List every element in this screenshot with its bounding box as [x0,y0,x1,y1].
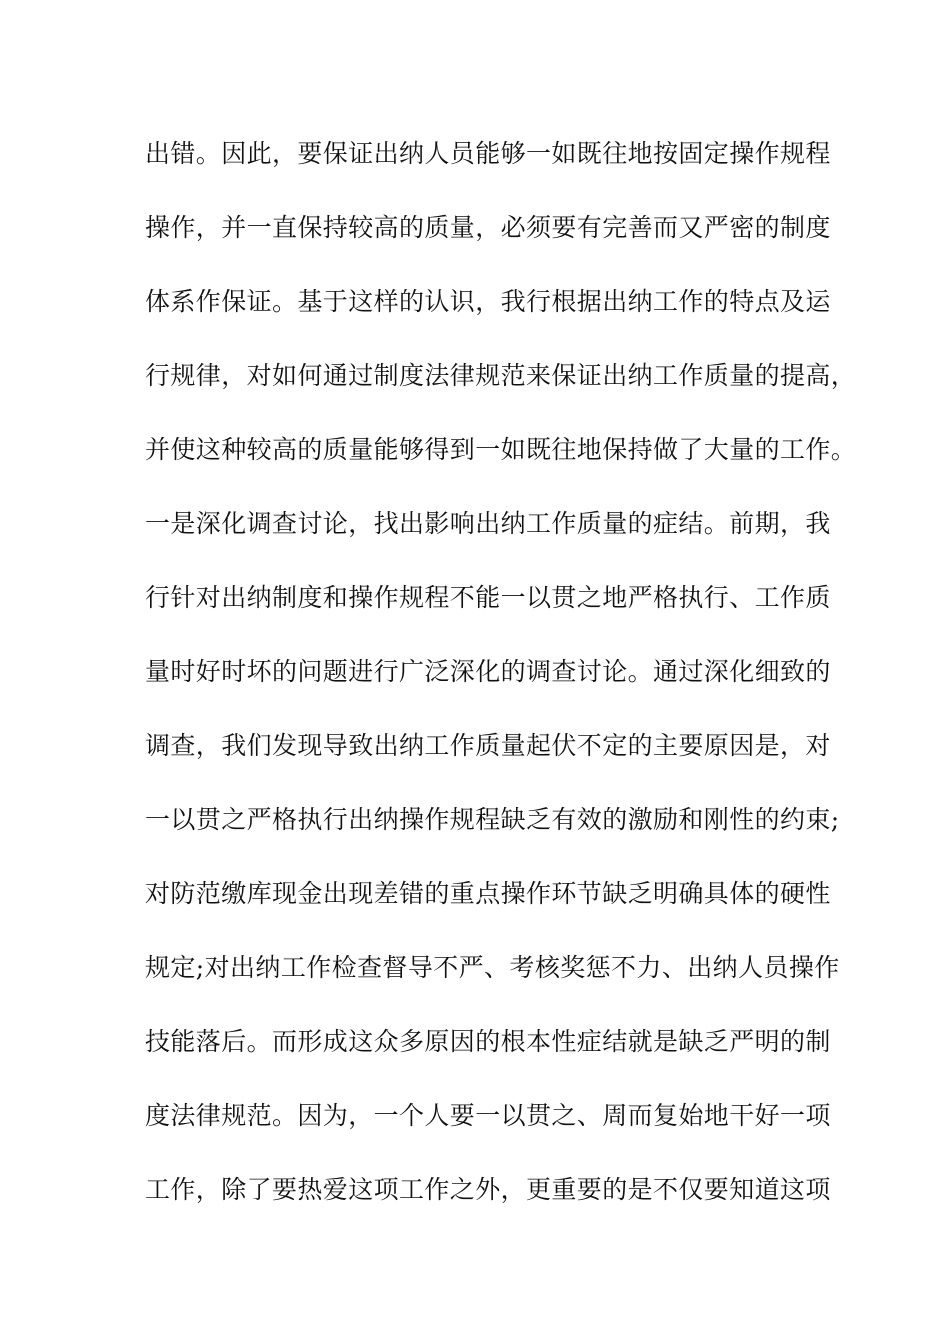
text-line-7: 行针对出纳制度和操作规程不能一以贯之地严格执行、工作质 [145,583,831,612]
text-line-11: 对防范缴库现金出现差错的重点操作环节缺乏明确具体的硬性 [145,879,831,908]
text-line-1: 出错。因此，要保证出纳人员能够一如既往地按固定操作规程 [145,139,831,168]
text-line-4: 行规律，对如何通过制度法律规范来保证出纳工作质量的提高， [145,361,857,390]
body-text [145,134,857,1244]
text-line-3: 体系作保证。基于这样的认识，我行根据出纳工作的特点及运 [145,287,831,316]
text-line-8: 量时好时坏的问题进行广泛深化的调查讨论。通过深化细致的 [145,657,831,686]
text-line-12: 规定;对出纳工作检查督导不严、考核奖惩不力、出纳人员操作 [145,953,840,982]
text-line-13: 技能落后。而形成这众多原因的根本性症结就是缺乏严明的制 [145,1027,831,1056]
text-line-6: 一是深化调查讨论，找出影响出纳工作质量的症结。前期，我 [145,509,831,538]
text-line-5: 并使这种较高的质量能够得到一如既往地保持做了大量的工作。 [145,435,857,464]
text-line-2: 操作，并一直保持较高的质量，必须要有完善而又严密的制度 [145,213,831,242]
text-line-10: 一以贯之严格执行出纳操作规程缺乏有效的激励和刚性的约束; [145,805,840,834]
text-line-15: 工作，除了要热爱这项工作之外，更重要的是不仅要知道这项 [145,1175,831,1204]
text-line-14: 度法律规范。因为，一个人要一以贯之、周而复始地干好一项 [145,1101,831,1130]
text-line-9: 调查，我们发现导致出纳工作质量起伏不定的主要原因是，对 [145,731,831,760]
